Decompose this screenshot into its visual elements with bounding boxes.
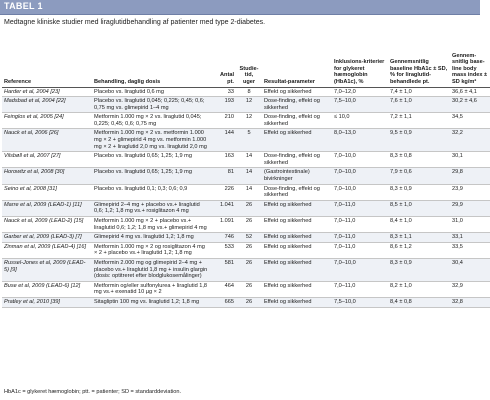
cell-inclusion: 7,0–10,0 — [334, 169, 356, 176]
table-row — [2, 242, 490, 258]
cell-patients: 464 — [224, 282, 234, 289]
studies-table — [2, 40, 490, 308]
cell-duration: 26 — [245, 259, 253, 266]
cell-duration: 26 — [245, 218, 253, 224]
cell-duration: 52 — [245, 234, 253, 241]
cell-duration: 12 — [245, 98, 253, 105]
cell-duration: 26 — [245, 282, 253, 289]
cell-patients: 163 — [224, 153, 234, 160]
cell-outcome: Effekt og sikkerhed — [264, 218, 312, 224]
cell-outcome: Effekt og sikkerhed — [264, 259, 312, 266]
cell-treatment: Placebo vs. liraglutid 0,65; 1,25; 1,9 mg — [94, 153, 192, 160]
cell-outcome: Dose-finding, effekt og sikkerhed — [264, 114, 320, 127]
table-row — [2, 168, 490, 184]
cell-reference: Harder et al, 2004 [23] — [4, 88, 60, 95]
cell-duration: 26 — [245, 243, 253, 250]
table-row — [2, 113, 490, 129]
cell-treatment: Metformin og/eller sulfonylurea + liraglutid 1,8 mg vs.+ exenatid 10 µg × 2 — [94, 282, 208, 296]
cell-reference: Russel-Jones et al, 2009 (LEAD-5) [9] — [4, 259, 86, 273]
cell-treatment: Metformin 1.000 mg × 2 og rosiglitazon 4 mg × 2 + placebo vs.+ liraglutid 1,2; 1,8 mg — [94, 243, 205, 257]
cell-baseline-hba1c: 8,3 ± 1,1 — [390, 234, 412, 241]
cell-duration: 14 — [245, 185, 253, 192]
cell-patients: 81 — [227, 169, 234, 176]
cell-baseline-bmi: 30,4 — [452, 259, 463, 266]
cell-baseline-bmi: 36,6 ± 4,1 — [452, 88, 477, 95]
table-title-bar — [0, 0, 480, 15]
cell-outcome: Effekt og sikkerhed — [264, 243, 312, 250]
table-row — [2, 297, 490, 307]
cell-inclusion: 7,0–11,0 — [334, 201, 356, 208]
cell-reference: Buse et al, 2009 (LEAD-6) [12] — [4, 282, 81, 289]
cell-inclusion: 7,0–11,0 — [334, 243, 356, 250]
cell-outcome: Effekt og sikkerhed — [264, 88, 312, 95]
cell-patients: 746 — [224, 234, 234, 241]
cell-treatment: Glimepirid 4 mg vs. liraglutid 1,2; 1,8 mg — [94, 234, 194, 241]
cell-baseline-hba1c: 7,6 ± 1,0 — [390, 98, 412, 105]
cell-baseline-bmi: 33,1 — [452, 234, 463, 241]
cell-baseline-bmi: 34,5 — [452, 114, 463, 121]
table-body — [2, 87, 490, 307]
cell-baseline-bmi: 23,9 — [452, 185, 463, 192]
cell-treatment: Placebo vs. liraglutid 0,65; 1,25; 1,9 mg — [94, 169, 192, 176]
table-footnote: HbA1c = glykeret hæmoglobin; ptt. = patienter; SD = standarddeviation. — [4, 389, 182, 395]
cell-inclusion: 7,0–11,0 — [334, 218, 356, 224]
cell-outcome: (Gastrointestinale) bivirkninger — [264, 169, 310, 183]
cell-baseline-hba1c: 8,3 ± 0,9 — [390, 185, 412, 192]
table-row — [2, 258, 490, 281]
cell-inclusion: ≤ 10,0 — [334, 114, 350, 121]
cell-inclusion: 7,0–10,0 — [334, 259, 356, 266]
cell-reference: Horowitz et al, 2008 [30] — [4, 169, 65, 176]
cell-outcome: Effekt og sikkerhed — [264, 282, 312, 289]
cell-baseline-hba1c: 8,3 ± 0,8 — [390, 153, 412, 160]
cell-treatment: Placebo vs. liraglutid 0,045; 0,225; 0,45; 0,6; 0,75 mg vs. glimepirid 1–4 mg — [94, 98, 205, 111]
cell-inclusion: 7,0–11,0 — [334, 282, 356, 289]
table-row — [2, 184, 490, 200]
cell-baseline-hba1c: 7,4 ± 1,0 — [390, 88, 412, 95]
cell-inclusion: 7,5–10,0 — [334, 98, 356, 105]
cell-inclusion: 7,0–11,0 — [334, 234, 356, 241]
table-row — [2, 152, 490, 168]
header-outcome: Resultat-parameter — [264, 78, 315, 85]
cell-reference: Zinman et al, 2009 (LEAD-4) [16] — [4, 243, 87, 250]
cell-treatment: Placebo vs. liraglutid 0,6 mg — [94, 88, 164, 95]
cell-outcome: Effekt og sikkerhed — [264, 201, 312, 208]
cell-duration: 14 — [245, 169, 253, 176]
cell-reference: Garber et al, 2009 (LEAD-3) [7] — [4, 234, 82, 241]
table-row — [2, 97, 490, 113]
cell-baseline-hba1c: 7,2 ± 1,1 — [390, 114, 412, 121]
cell-reference: Nauck et al, 2009 (LEAD-2) [15] — [4, 218, 84, 224]
table-row — [2, 200, 490, 216]
cell-baseline-hba1c: 8,3 ± 0,9 — [390, 259, 412, 266]
cell-baseline-bmi: 32,8 — [452, 298, 463, 305]
cell-inclusion: 7,5–10,0 — [334, 298, 356, 305]
cell-outcome: Dose-finding, effekt og sikkerhed — [264, 98, 320, 111]
cell-reference: Pratley et al, 2010 [39] — [4, 298, 60, 305]
cell-baseline-hba1c: 7,9 ± 0,6 — [390, 169, 412, 176]
cell-baseline-bmi: 30,1 — [452, 153, 463, 160]
table-row — [2, 217, 490, 233]
cell-reference: Feinglos et al, 2005 [24] — [4, 114, 64, 121]
cell-treatment: Sitagliptin 100 mg vs. liraglutid 1,2; 1,8 mg — [94, 298, 200, 305]
cell-baseline-hba1c: 9,5 ± 0,9 — [390, 130, 412, 137]
cell-inclusion: 7,0–12,0 — [334, 88, 356, 95]
table-row — [2, 281, 490, 297]
cell-baseline-bmi: 29,9 — [452, 201, 463, 208]
header-treatment: Behandling, daglig dosis — [94, 78, 161, 85]
cell-baseline-hba1c: 8,4 ± 1,0 — [390, 218, 412, 224]
table-row — [2, 129, 490, 152]
cell-patients: 533 — [224, 243, 234, 250]
cell-duration: 26 — [245, 201, 253, 208]
cell-treatment: Metformin 2.000 mg og glimepirid 2–4 mg + placebo vs.+ liraglutid 1,8 mg + insulin glargin (dosis: optitreret efter blodglukosemålinger) — [94, 259, 208, 280]
cell-outcome: Effekt og sikkerhed — [264, 234, 312, 241]
cell-duration: 8 — [247, 88, 251, 95]
cell-inclusion: 7,0–10,0 — [334, 153, 356, 160]
cell-treatment: Metformin 1.000 mg × 2 vs. liraglutid 0,045; 0,225; 0,45; 0,6; 0,75 mg — [94, 114, 202, 127]
cell-duration: 12 — [245, 114, 253, 121]
cell-patients: 665 — [224, 298, 234, 305]
cell-outcome: Dose-finding, effekt og sikkerhed — [264, 185, 320, 199]
cell-patients: 144 — [224, 130, 234, 137]
cell-patients: 581 — [224, 259, 234, 266]
header-duration: Studie-tid, uger — [239, 65, 259, 85]
header-baseline-hba1c: Gennemsnitlig baseline HbA1c ± SD, % for liraglutid-behandlede pt. — [390, 59, 448, 85]
cell-reference: Marre et al, 2009 (LEAD-1) [11] — [4, 201, 82, 208]
cell-baseline-bmi: 29,8 — [452, 169, 463, 176]
table-title: TABEL 1 — [4, 1, 43, 11]
table-header-row — [2, 40, 490, 87]
table-caption: Medtagne kliniske studier med liraglutidbehandling af patienter med type 2-diabetes. — [4, 19, 266, 26]
cell-outcome: Effekt og sikkerhed — [264, 130, 312, 137]
cell-baseline-bmi: 33,5 — [452, 243, 463, 250]
cell-inclusion: 8,0–13,0 — [334, 130, 356, 137]
cell-baseline-hba1c: 8,4 ± 0,8 — [390, 298, 412, 305]
cell-reference: Seino et al, 2008 [31] — [4, 185, 57, 192]
cell-baseline-hba1c: 8,5 ± 1,0 — [390, 201, 412, 208]
cell-reference: Nauck et al, 2006 [26] — [4, 130, 59, 137]
cell-treatment: Metformin 1.000 mg × 2 + placebo vs.+ liraglutid 0,6; 1,2; 1,8 mg vs.+ glimepirid 4 mg — [94, 218, 207, 231]
cell-patients: 210 — [224, 114, 234, 121]
cell-baseline-bmi: 30,2 ± 4,6 — [452, 98, 477, 105]
cell-duration: 5 — [247, 130, 251, 137]
cell-treatment: Glimepirid 2–4 mg + placebo vs.+ liraglutid 0,6; 1,2; 1,8 mg vs.+ rosiglitazon 4 mg — [94, 201, 200, 215]
cell-reference: Madsbad et al, 2004 [22] — [4, 98, 66, 105]
cell-baseline-bmi: 32,9 — [452, 282, 463, 289]
cell-baseline-bmi: 32,2 — [452, 130, 463, 137]
table-row — [2, 233, 490, 243]
cell-baseline-hba1c: 8,2 ± 1,0 — [390, 282, 412, 289]
cell-patients: 1.091 — [220, 218, 234, 224]
cell-patients: 193 — [224, 98, 234, 105]
header-reference: Reference — [4, 78, 32, 85]
header-patients: Antal pt. — [220, 72, 234, 85]
cell-treatment: Metformin 1.000 mg × 2 vs. metformin 1.000 mg × 2 + glimepirid 4 mg vs. metformin 1.000 mg × 2 + liraglutid 2,0 mg vs. liraglutid 2,0 mg — [94, 130, 207, 150]
cell-reference: Vilsbøll et al, 2007 [27] — [4, 153, 61, 160]
table-row — [2, 87, 490, 97]
cell-baseline-bmi: 31,0 — [452, 218, 463, 224]
cell-baseline-hba1c: 8,6 ± 1,2 — [390, 243, 412, 250]
cell-patients: 1.041 — [220, 201, 234, 208]
header-baseline-bmi: Gennem-snitlig base-line body mass index ± SD kg/m² — [452, 52, 488, 85]
cell-outcome: Dose-finding, effekt og sikkerhed — [264, 153, 320, 166]
cell-duration: 14 — [245, 153, 253, 160]
cell-patients: 226 — [224, 185, 234, 192]
cell-patients: 33 — [227, 88, 234, 95]
cell-outcome: Effekt og sikkerhed — [264, 298, 312, 305]
cell-duration: 26 — [245, 298, 253, 305]
header-inclusion: Inklusions-kriterier for glykeret hæmoglobin (HbA1c), % — [334, 59, 385, 85]
cell-treatment: Placebo vs. liraglutid 0,1; 0,3; 0,6; 0,9 — [94, 185, 188, 192]
cell-inclusion: 7,0–10,0 — [334, 185, 356, 192]
